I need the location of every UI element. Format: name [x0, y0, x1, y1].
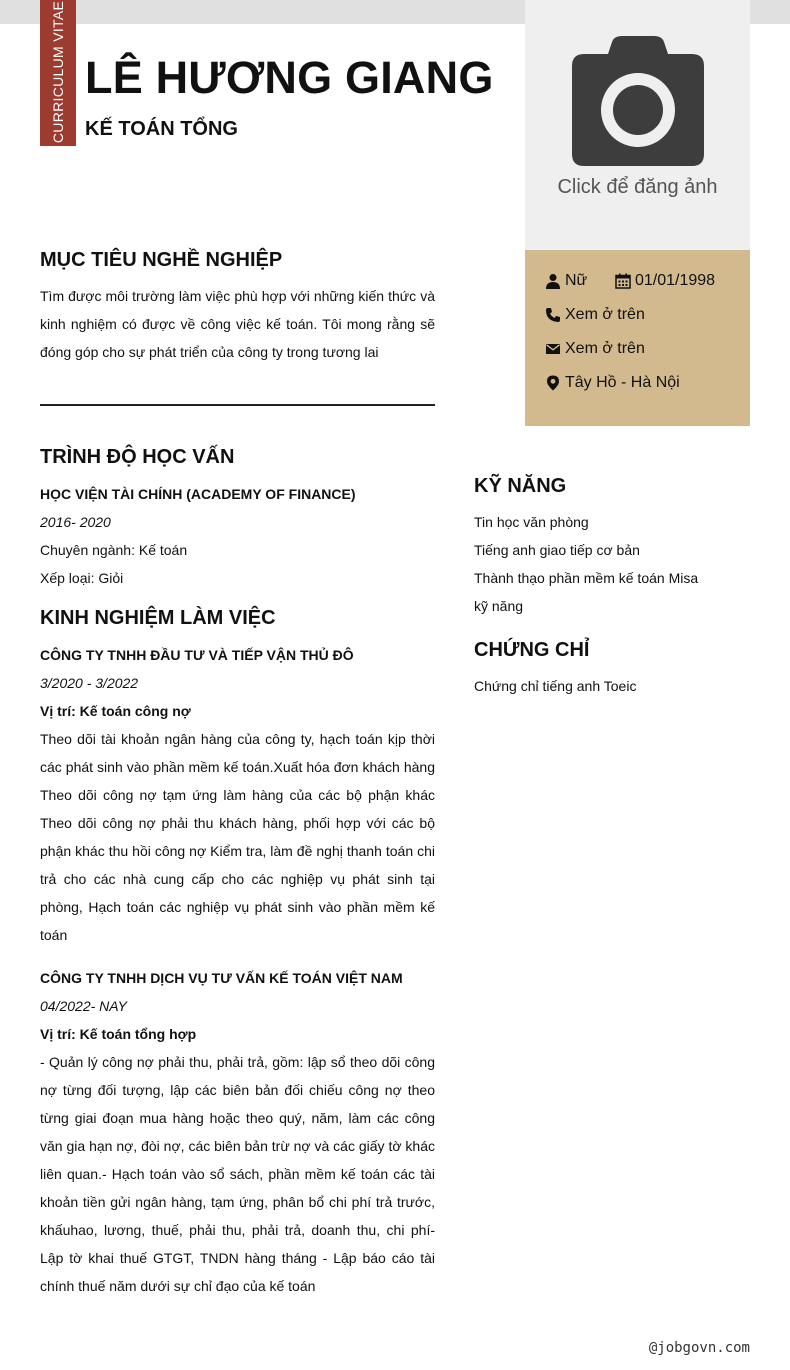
gender-value: Nữ: [565, 272, 588, 289]
address-value: Tây Hồ - Hà Nội: [565, 374, 680, 391]
email-row: [545, 340, 645, 358]
job-period: 04/2022- NAY: [40, 998, 127, 1014]
camera-icon: [570, 36, 706, 168]
watermark: @jobgovn.com: [648, 1340, 750, 1356]
job-description: - Quản lý công nợ phải thu, phải trả, gồm: lập sổ theo dõi công nợ từng đối tượng, lập các biên bản đối chiếu công nợ theo từng giai đoạn mua hàng hoặc theo quý, năm, làm các công văn gia hạn nợ, đòi nợ, các biên bản trừ nợ và các giấy tờ khác liên quan.- Hạch toán vào sổ sách, phần mềm kế toán các tài khoản tiền gửi ngân hàng, tạm ứng, phân bổ chi phí trả trước, khấuhao, lương, thuế, phải thu, phải trả, doanh thu, chi phí- Lập tờ khai thuế GTGT, TNDN hàng tháng - Lập báo cáo tài chính thuế năm dưới sự chỉ đạo của kế toán: [40, 1054, 435, 1294]
skill-item: kỹ năng: [474, 598, 524, 614]
skill-item: Tiếng anh giao tiếp cơ bản: [474, 542, 640, 558]
job-company: CÔNG TY TNHH DỊCH VỤ TƯ VẤN KẾ TOÁN VIỆT NAM: [40, 970, 403, 986]
education-period: 2016- 2020: [40, 514, 111, 530]
envelope-icon: [545, 341, 561, 357]
job-company: CÔNG TY TNHH ĐẦU TƯ VÀ TIẾP VẬN THỦ ĐÔ: [40, 647, 354, 663]
address-row: [545, 374, 680, 392]
education-title: TRÌNH ĐỘ HỌC VẤN: [40, 446, 235, 468]
phone-row: [545, 306, 645, 324]
cv-label: CURRICULUM VITAE: [50, 0, 66, 144]
email-value: Xem ở trên: [565, 340, 645, 357]
objective-text: Tìm được môi trường làm việc phù hợp với những kiến thức và kinh nghiệm có được về công việc kế toán. Tôi mong rằng sẽ đóng góp cho sự phát triển của công ty trong tương lai: [40, 288, 435, 360]
skill-item: Tin học văn phòng: [474, 514, 589, 530]
candidate-name: LÊ HƯƠNG GIANG: [85, 52, 494, 103]
job-position: Vị trí: Kế toán tổng hợp: [40, 1026, 197, 1042]
phone-value: Xem ở trên: [565, 306, 645, 323]
user-icon: [545, 273, 561, 289]
location-pin-icon: [545, 375, 561, 391]
education-grade: Xếp loại: Giỏi: [40, 570, 124, 586]
phone-icon: [545, 307, 561, 323]
cv-label-tab: [40, 0, 76, 146]
calendar-icon: [615, 273, 631, 289]
certificates-title: CHỨNG CHỈ: [474, 639, 590, 661]
experience-title: KINH NGHIỆM LÀM VIỆC: [40, 607, 276, 629]
job-period: 3/2020 - 3/2022: [40, 675, 139, 691]
photo-upload-area[interactable]: [525, 0, 750, 250]
gender-row: [545, 272, 587, 290]
contact-panel: [525, 250, 750, 426]
birthdate-row: [615, 272, 715, 290]
upload-photo-label: Click để đăng ảnh: [557, 176, 718, 198]
section-divider: [40, 404, 435, 406]
job-title: KẾ TOÁN TỔNG: [85, 118, 238, 140]
job-position: Vị trí: Kế toán công nợ: [40, 703, 191, 719]
skills-title: KỸ NĂNG: [474, 475, 567, 497]
birthdate-value: 01/01/1998: [635, 272, 716, 289]
job-description: Theo dõi tài khoản ngân hàng của công ty, hạch toán kịp thời các phát sinh vào phần mềm kế toán.Xuất hóa đơn khách hàng Theo dõi công nợ tạm ứng làm hàng của các bộ phận khác Theo dõi công nợ phải thu khách hàng, phối hợp với các bộ phận khác thu hồi công nợ Kiểm tra, làm đề nghị thanh toán chi trả cho các nhà cung cấp cho các nghiệp vụ phát sinh tại phòng, Hạch toán các nghiệp vụ phát sinh vào phần mềm kế toán: [40, 731, 435, 943]
education-school: HỌC VIỆN TÀI CHÍNH (ACADEMY OF FINANCE): [40, 486, 356, 502]
objective-title: MỤC TIÊU NGHỀ NGHIỆP: [40, 249, 283, 271]
education-major: Chuyên ngành: Kế toán: [40, 542, 188, 558]
certificate-item: Chứng chỉ tiếng anh Toeic: [474, 678, 637, 694]
skill-item: Thành thạo phần mềm kế toán Misa: [474, 570, 699, 586]
